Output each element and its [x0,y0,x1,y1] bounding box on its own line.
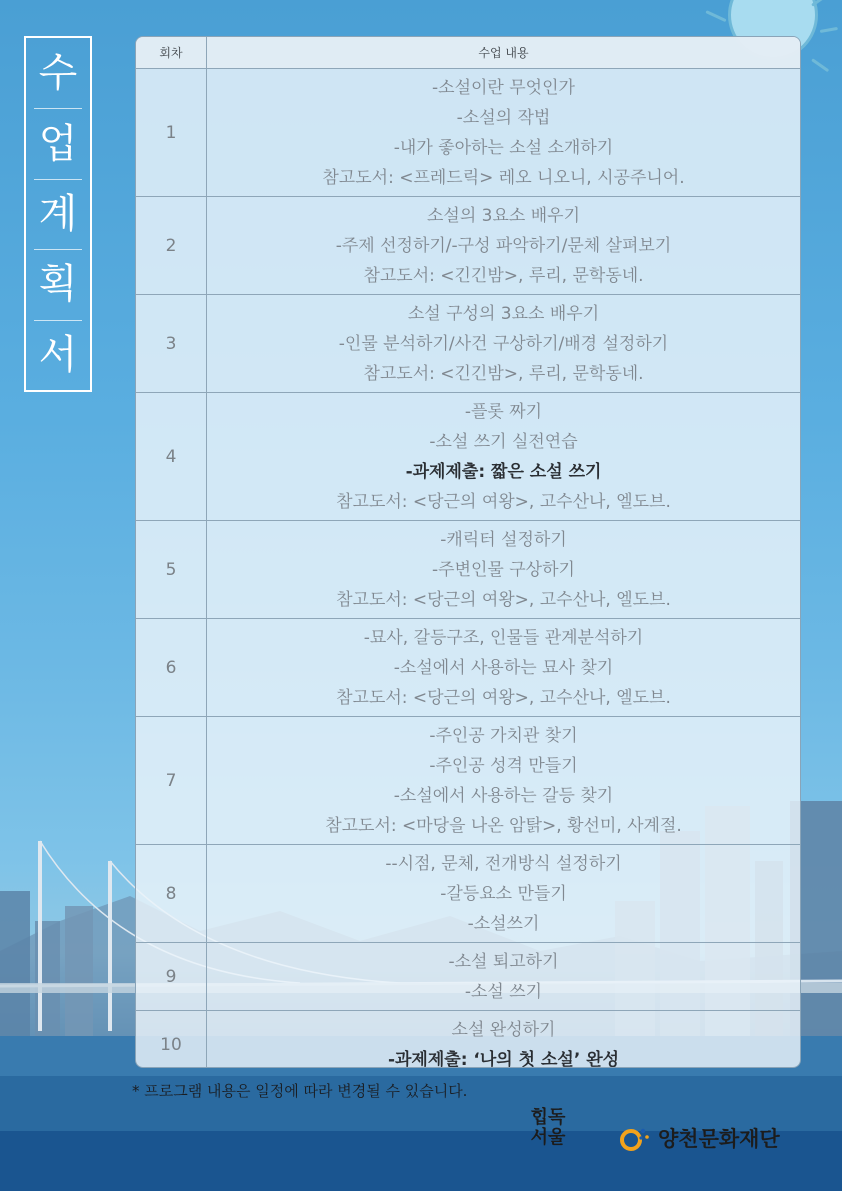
title-separator [34,108,82,109]
title-char: 계 [38,191,78,237]
session-content [207,295,800,392]
session-number: 9 [136,943,207,1010]
foundation-logo-icon [620,1123,650,1153]
content-line: -소설 퇴고하기 [448,951,559,972]
content-line: -주인공 가치관 찾기 [429,725,578,746]
session-content [207,393,800,520]
session-number: 2 [136,197,207,294]
session-content [207,521,800,618]
sun-ray [811,0,831,7]
table-row [136,619,800,717]
logo-left-line: 힙독 [530,1107,566,1128]
table-row [136,717,800,845]
content-line: -갈등요소 만들기 [440,883,567,904]
title-char: 서 [38,331,78,378]
session-number: 10 [136,1011,207,1068]
table-row [136,197,800,295]
content-line: -플롯 짜기 [464,401,543,422]
content-line: -내가 좋아하는 소설 소개하기 [393,137,614,158]
content-line: -주제 선정하기/-구성 파악하기/문체 살펴보기 [335,235,672,256]
document-title [24,36,92,392]
table-row [136,521,800,619]
session-number: 6 [136,619,207,716]
sun-ray [811,58,829,72]
session-content [207,197,800,294]
content-line: -소설 쓰기 실전연습 [429,431,578,452]
content-line: 참고도서: <마당을 나온 암탉>, 황선미, 사계절. [325,815,682,836]
content-line: -소설의 작법 [456,107,551,128]
session-number: 8 [136,845,207,942]
content-line: -주인공 성격 만들기 [429,755,578,776]
table-row [136,69,800,197]
table-header-row [136,37,800,69]
content-line: -소설에서 사용하는 갈등 찾기 [393,785,614,806]
content-line: 참고도서: <프레드릭> 레오 니오니, 시공주니어. [322,167,685,188]
session-number: 3 [136,295,207,392]
content-line: 소설 완성하기 [451,1020,556,1040]
content-line: 소설 구성의 3요소 배우기 [407,303,600,324]
footnote: * 프로그램 내용은 일정에 따라 변경될 수 있습니다. [132,1082,468,1100]
session-content [207,717,800,844]
logo-left-line: 서울 [530,1127,566,1148]
table-row [136,295,800,393]
title-char: 획 [38,261,78,308]
session-number: 7 [136,717,207,844]
content-line: -소설쓰기 [467,913,540,934]
session-content [207,943,800,1010]
hipdok-seoul-logo [523,1108,573,1158]
yangcheon-foundation-logo [620,1118,780,1158]
header-content: 수업 내용 [478,46,529,60]
header-session: 회차 [136,37,207,68]
session-number: 5 [136,521,207,618]
content-line: -소설이란 무엇인가 [432,77,575,98]
content-line: -캐릭터 설정하기 [440,529,567,550]
title-separator [34,249,82,250]
content-line: -소설 쓰기 [464,981,543,1002]
session-content [207,69,800,196]
table-row [136,393,800,521]
session-content [207,845,800,942]
title-char: 수 [38,50,78,97]
assignment-line: -과제제출: ‘나의 첫 소설’ 완성 [387,1050,620,1068]
table-row [136,1011,800,1068]
session-number: 1 [136,69,207,196]
title-separator [34,320,82,321]
session-content [207,619,800,716]
content-line: -묘사, 갈등구조, 인물들 관계분석하기 [363,627,644,648]
title-char: 업 [38,120,78,167]
foundation-name: 양천문화재단 [658,1127,780,1151]
content-line: 참고도서: <긴긴밤>, 루리, 문학동네. [363,265,644,286]
content-line: -인물 분석하기/사건 구상하기/배경 설정하기 [338,333,669,354]
session-number: 4 [136,393,207,520]
table-row [136,845,800,943]
lesson-plan-table [135,36,801,1068]
content-line: 참고도서: <당근의 여왕>, 고수산나, 엘도브. [336,687,671,708]
content-line: 참고도서: <긴긴밤>, 루리, 문학동네. [363,363,644,384]
session-content [207,1011,800,1068]
content-line: --시점, 문체, 전개방식 설정하기 [385,853,622,874]
assignment-line: -과제제출: 짧은 소설 쓰기 [405,461,602,482]
content-line: 소설의 3요소 배우기 [427,205,580,226]
sun-ray [820,27,838,33]
table-row [136,943,800,1011]
title-separator [34,179,82,180]
content-line: 참고도서: <당근의 여왕>, 고수산나, 엘도브. [336,491,671,512]
sun-ray [705,10,726,22]
content-line: -소설에서 사용하는 묘사 찾기 [393,657,614,678]
content-line: -주변인물 구상하기 [432,559,575,580]
content-line: 참고도서: <당근의 여왕>, 고수산나, 엘도브. [336,589,671,610]
